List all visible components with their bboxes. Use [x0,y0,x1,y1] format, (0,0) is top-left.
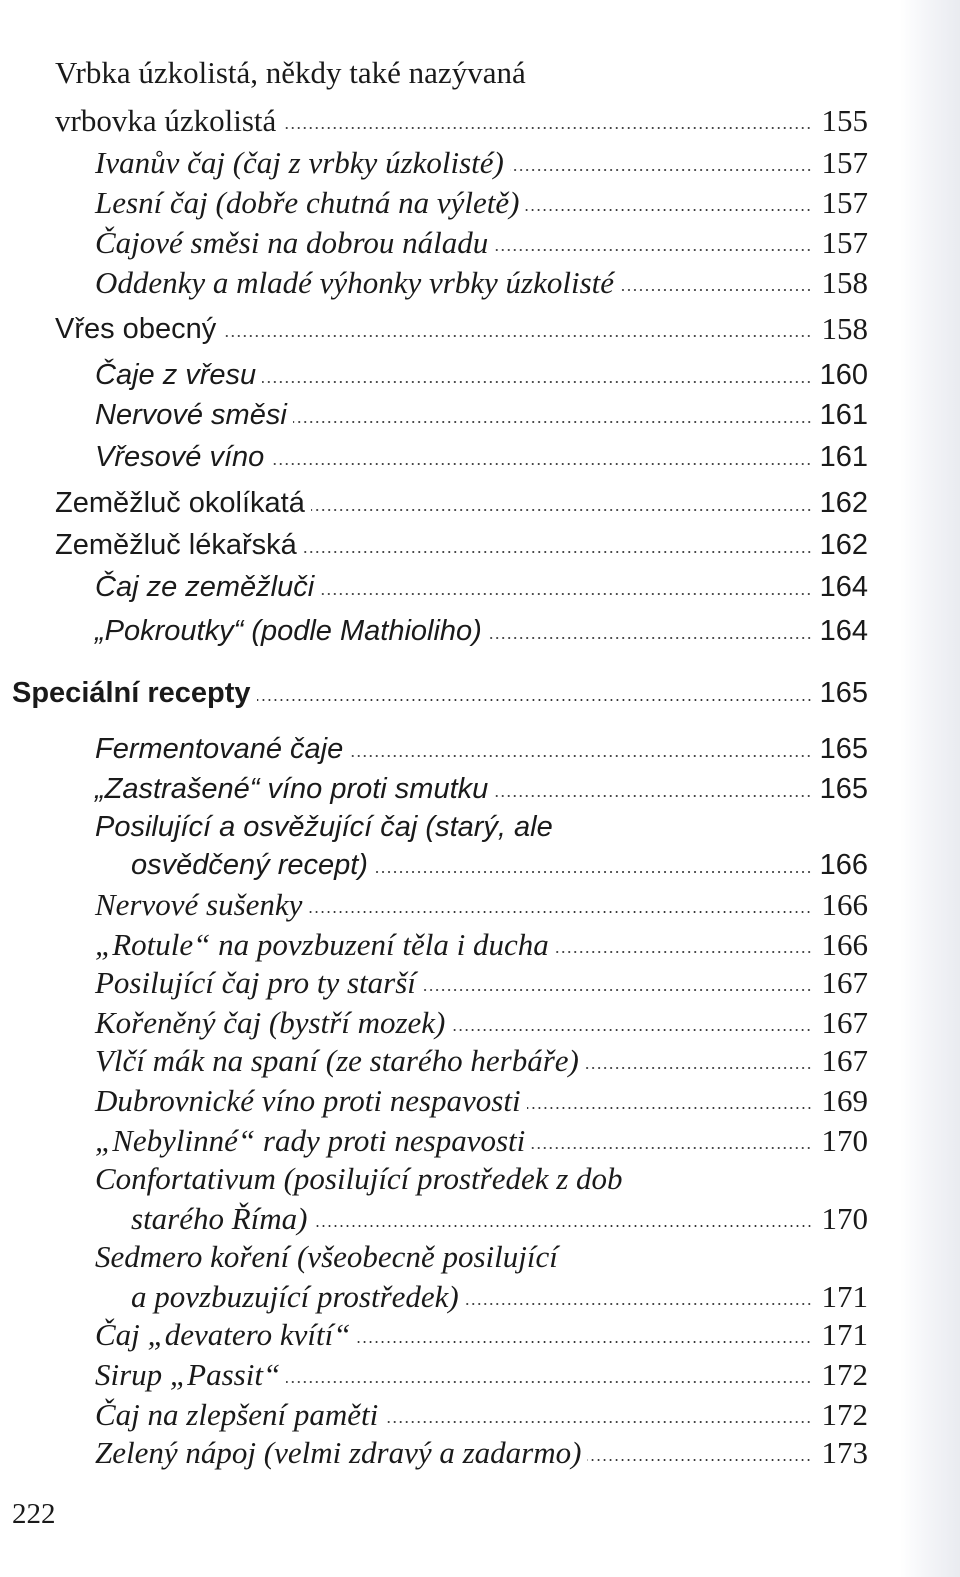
toc-entry-title: osvědčený recept) [131,849,368,881]
toc-subentry[interactable] [0,880,868,920]
dot-leader [587,1459,812,1461]
toc-entry-page: 161 [819,441,868,473]
toc-entry[interactable] [0,96,868,136]
toc-entry-title: Dubrovnické víno proti nespavosti [95,1083,521,1118]
dot-leader [282,127,812,129]
toc-subentry[interactable] [0,562,868,602]
toc-subentry[interactable] [0,998,868,1038]
toc-entry-page: 162 [819,487,868,519]
toc-subentry[interactable] [0,138,868,178]
toc-entry-page: 164 [819,615,868,647]
dot-leader [257,699,812,701]
toc-subentry[interactable] [0,764,868,804]
toc-entry-title: Nervové směsi [95,399,287,431]
toc-subentry-line [0,802,553,842]
dot-leader [303,551,812,553]
toc-entry-page: 160 [819,359,868,391]
toc-entry-page: 166 [821,887,868,922]
dot-leader [451,1029,812,1031]
dot-leader [314,1225,812,1227]
toc-entry-title: Lesní čaj (dobře chutná na výletě) [95,185,520,220]
toc-entry[interactable] [0,520,868,560]
toc-entry-page: 169 [821,1083,868,1118]
toc-entry-title: a povzbuzující prostředek) [131,1279,459,1314]
toc-entry-page: 157 [821,185,868,220]
toc-entry-title: Zeměžluč lékařská [55,529,297,561]
toc-entry-title: Sedmero koření (všeobecně posilující [95,1239,558,1274]
toc-entry-title: „Nebylinné“ rady proti nespavosti [95,1123,526,1158]
dot-leader [465,1303,812,1305]
toc-subentry-continuation[interactable] [0,1272,868,1312]
toc-subentry[interactable] [0,920,868,960]
toc-subentry[interactable] [0,724,868,764]
toc-entry-title: Fermentované čaje [95,733,344,765]
dot-leader [349,755,812,757]
toc-entry-page: 155 [821,103,868,138]
toc-entry-title: Zeměžluč okolíkatá [55,487,305,519]
toc-subentry[interactable] [0,1428,868,1468]
toc-subentry[interactable] [0,258,868,298]
toc-subentry-line [0,1232,558,1272]
toc-subentry[interactable] [0,1036,868,1076]
dot-leader [494,249,812,251]
dot-leader [525,209,812,211]
toc-entry-title: Confortativum (posilující prostředek z dob [95,1161,623,1196]
dot-leader [585,1067,812,1069]
dot-leader [555,951,812,953]
toc-entry-title: Posilující čaj pro ty starší [95,965,416,1000]
toc-entry-page: 165 [819,677,868,709]
dot-leader [262,381,812,383]
toc-entry-page: 166 [819,849,868,881]
toc-entry[interactable] [0,478,868,518]
toc-entry-title: Ivanův čaj (čaj z vrbky úzkolisté) [95,145,504,180]
toc-entry-title: vrbovka úzkolistá [55,103,277,138]
dot-leader [384,1421,812,1423]
toc-subentry-continuation[interactable] [0,1194,868,1234]
toc-entry-title: Čaj ze zeměžluči [95,571,315,603]
toc-entry-page: 158 [821,311,868,346]
toc-entry-page: 166 [821,927,868,962]
page-edge-shadow [900,0,960,1577]
page-number: 222 [12,1498,56,1530]
toc-subentry[interactable] [0,958,868,998]
toc-subentry[interactable] [0,1116,868,1156]
dot-leader [620,289,812,291]
toc-section-heading[interactable] [0,668,868,708]
toc-subentry-continuation[interactable] [0,840,868,880]
dot-leader [488,637,812,639]
toc-subentry[interactable] [0,390,868,430]
toc-subentry[interactable] [0,1076,868,1116]
toc-subentry[interactable] [0,432,868,472]
toc-entry-title: Vlčí mák na spaní (ze starého herbáře) [95,1043,579,1078]
toc-entry-title: Čaj na zlepšení paměti [95,1397,379,1432]
toc-subentry[interactable] [0,1390,868,1430]
toc-entry-page: 161 [819,399,868,431]
toc-subentry[interactable] [0,178,868,218]
toc-entry-page: 158 [821,265,868,300]
toc-entry-page: 157 [821,145,868,180]
toc-entry-page: 170 [821,1201,868,1236]
dot-leader [286,1381,812,1383]
toc-entry-page: 165 [819,733,868,765]
toc-entry-page: 167 [821,1043,868,1078]
toc-subentry[interactable] [0,1350,868,1390]
toc-entry-page: 173 [821,1435,868,1470]
toc-entry-page: 157 [821,225,868,260]
dot-leader [320,593,812,595]
dot-leader [356,1341,812,1343]
toc-entry-page: 170 [821,1123,868,1158]
toc-subentry[interactable] [0,606,868,646]
toc-subentry[interactable] [0,218,868,258]
toc-entry-title: Sirup „Passit“ [95,1357,281,1392]
toc-entry-title: Čaje z vřesu [95,359,257,391]
dot-leader [222,335,812,337]
toc-entry-title: Posilující a osvěžující čaj (starý, ale [95,811,553,843]
dot-leader [494,795,812,797]
toc-entry-page: 164 [819,571,868,603]
toc-entry-title: Čajové směsi na dobrou náladu [95,225,489,260]
toc-entry-title: Čaj „devatero kvítí“ [95,1317,351,1352]
toc-entry-title: „Zastrašené“ víno proti smutku [95,773,489,805]
toc-subentry[interactable] [0,1310,868,1350]
dot-leader [293,421,812,423]
toc-entry-page: 165 [819,773,868,805]
toc-entry-title: Vřes obecný [55,313,217,345]
toc-entry-title: „Rotule“ na povzbuzení těla i ducha [95,927,549,962]
toc-entry-title: Nervové sušenky [95,887,303,922]
toc-entry-page: 172 [821,1357,868,1392]
toc-entry-heading-line [0,48,526,88]
toc-entry-title: „Pokroutky“ (podle Mathioliho) [95,615,482,647]
toc-entry-page: 172 [821,1397,868,1432]
dot-leader [422,989,812,991]
toc-entry-page: 162 [819,529,868,561]
toc-entry-title: Zelený nápoj (velmi zdravý a zadarmo) [95,1435,582,1470]
dot-leader [311,509,812,511]
toc-entry[interactable] [0,304,868,344]
dot-leader [531,1147,812,1149]
toc-subentry-line [0,1154,623,1194]
toc-entry-page: 171 [821,1279,868,1314]
dot-leader [308,911,812,913]
dot-leader [270,463,812,465]
toc-entry-page: 171 [821,1317,868,1352]
toc-entry-title: Vrbka úzkolistá, někdy také nazývaná [55,55,526,90]
toc-subentry[interactable] [0,350,868,390]
toc-entry-title: Kořeněný čaj (bystří mozek) [95,1005,446,1040]
dot-leader [374,871,812,873]
toc-entry-title: Vřesové víno [95,441,265,473]
toc-entry-page: 167 [821,965,868,1000]
toc-section-title: Speciální recepty [12,677,251,709]
toc-entry-title: Oddenky a mladé výhonky vrbky úzkolisté [95,265,615,300]
toc-entry-title: starého Říma) [131,1201,308,1236]
dot-leader [527,1107,812,1109]
dot-leader [510,169,812,171]
toc-entry-page: 167 [821,1005,868,1040]
